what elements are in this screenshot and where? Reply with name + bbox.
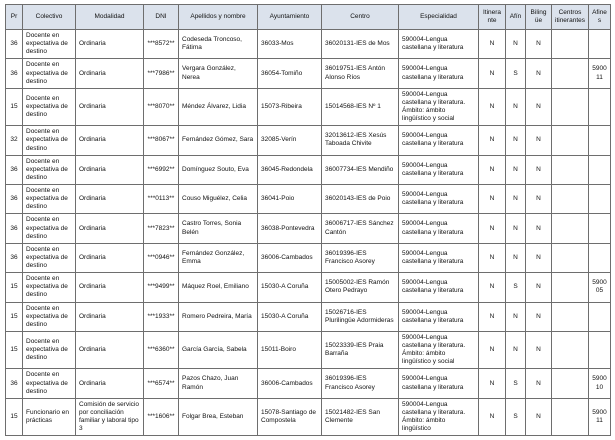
column-header-ayuntamiento: Ayuntamiento [258, 5, 322, 30]
cell-ayuntamiento: 36045-Redondela [258, 155, 322, 184]
cell-centros_itinerantes [552, 398, 589, 436]
cell-centros_itinerantes [552, 214, 589, 243]
cell-nombre: Domínguez Souto, Eva [179, 155, 258, 184]
cell-colectivo: Docente en expectativa de destino [23, 331, 76, 369]
cell-ayuntamiento: 36054-Tomiño [258, 59, 322, 88]
cell-afines: 590011 [589, 398, 611, 436]
cell-centro: 15026716-IES Plurilingüe Adormideras [322, 302, 399, 331]
table-row [6, 243, 611, 272]
column-header-pr: Pr [6, 5, 23, 30]
cell-centro: 36007734-IES Mendiño [322, 155, 399, 184]
table-row [6, 369, 611, 398]
cell-bilingue: N [526, 185, 552, 214]
cell-itinerante: N [479, 126, 506, 155]
table-row [6, 126, 611, 155]
cell-especialidad: 590004-Lengua castellana y literatura. Ámbito: ámbito lingüístico y social [399, 88, 479, 126]
cell-pr: 15 [6, 273, 23, 302]
cell-modalidad: Ordinaria [76, 30, 144, 59]
cell-ayuntamiento: 15073-Ribeira [258, 88, 322, 126]
column-header-modalidad: Modalidad [76, 5, 144, 30]
cell-modalidad: Ordinaria [76, 214, 144, 243]
cell-colectivo: Docente en expectativa de destino [23, 155, 76, 184]
cell-dni: ***1933** [144, 302, 179, 331]
cell-itinerante: N [479, 398, 506, 436]
cell-nombre: Fernández Gómez, Sara [179, 126, 258, 155]
cell-afines [589, 243, 611, 272]
cell-dni: ***8067** [144, 126, 179, 155]
cell-pr: 15 [6, 302, 23, 331]
cell-itinerante: N [479, 273, 506, 302]
cell-centros_itinerantes [552, 126, 589, 155]
cell-ayuntamiento: 36006-Cambados [258, 243, 322, 272]
cell-afin: N [506, 155, 526, 184]
cell-nombre: Vergara González, Nerea [179, 59, 258, 88]
cell-modalidad: Ordinaria [76, 59, 144, 88]
cell-nombre: Fernández González, Emma [179, 243, 258, 272]
cell-dni: ***6360** [144, 331, 179, 369]
cell-nombre: Pazos Chazo, Juan Ramón [179, 369, 258, 398]
column-header-nombre: Apellidos y nombre [179, 5, 258, 30]
cell-afin: S [506, 398, 526, 436]
cell-itinerante: N [479, 88, 506, 126]
column-header-afin: Afín [506, 5, 526, 30]
cell-colectivo: Docente en expectativa de destino [23, 273, 76, 302]
cell-centro: 36019751-IES Antón Alonso Ríos [322, 59, 399, 88]
column-header-bilingue: Bilingüe [526, 5, 552, 30]
cell-colectivo: Docente en expectativa de destino [23, 59, 76, 88]
cell-especialidad: 590004-Lengua castellana y literatura. Ámbito: ámbito lingüístico [399, 398, 479, 436]
cell-dni: ***0113** [144, 185, 179, 214]
cell-centros_itinerantes [552, 88, 589, 126]
cell-afines [589, 302, 611, 331]
cell-centros_itinerantes [552, 331, 589, 369]
cell-afin: N [506, 185, 526, 214]
cell-bilingue: N [526, 30, 552, 59]
cell-especialidad: 590004-Lengua castellana y literatura. Ámbito: ámbito lingüístico y social [399, 331, 479, 369]
cell-especialidad: 590004-Lengua castellana y literatura [399, 185, 479, 214]
cell-nombre: Méndez Álvarez, Lidia [179, 88, 258, 126]
table-header-row [6, 5, 611, 30]
cell-afin: N [506, 243, 526, 272]
cell-centro: 32013612-IES Xesús Taboada Chivite [322, 126, 399, 155]
cell-centro: 36006717-IES Sánchez Cantón [322, 214, 399, 243]
table-row [6, 185, 611, 214]
cell-dni: ***1606** [144, 398, 179, 436]
cell-colectivo: Docente en expectativa de destino [23, 185, 76, 214]
cell-ayuntamiento: 15078-Santiago de Compostela [258, 398, 322, 436]
cell-bilingue: N [526, 331, 552, 369]
cell-especialidad: 590004-Lengua castellana y literatura [399, 273, 479, 302]
cell-ayuntamiento: 36041-Poio [258, 185, 322, 214]
cell-centros_itinerantes [552, 369, 589, 398]
cell-pr: 36 [6, 185, 23, 214]
column-header-itinerante: Itinerante [479, 5, 506, 30]
cell-pr: 36 [6, 155, 23, 184]
cell-itinerante: N [479, 214, 506, 243]
cell-bilingue: N [526, 126, 552, 155]
cell-itinerante: N [479, 30, 506, 59]
cell-centro: 36020143-IES de Poio [322, 185, 399, 214]
cell-dni: ***9499** [144, 273, 179, 302]
cell-especialidad: 590004-Lengua castellana y literatura [399, 302, 479, 331]
column-header-especialidad: Especialidad [399, 5, 479, 30]
cell-modalidad: Comisión de servicio por conciliación familiar y laboral tipo 3 [76, 398, 144, 436]
cell-centro: 36019396-IES Francisco Asorey [322, 243, 399, 272]
cell-ayuntamiento: 15030-A Coruña [258, 273, 322, 302]
cell-afin: S [506, 369, 526, 398]
cell-afin: N [506, 88, 526, 126]
table-row [6, 155, 611, 184]
cell-modalidad: Ordinaria [76, 185, 144, 214]
cell-centro: 36019396-IES Francisco Asorey [322, 369, 399, 398]
cell-ayuntamiento: 32085-Verín [258, 126, 322, 155]
cell-itinerante: N [479, 59, 506, 88]
cell-itinerante: N [479, 369, 506, 398]
cell-dni: ***6574** [144, 369, 179, 398]
cell-centro: 15023339-IES Praia Barraña [322, 331, 399, 369]
cell-pr: 15 [6, 398, 23, 436]
cell-bilingue: N [526, 302, 552, 331]
cell-modalidad: Ordinaria [76, 331, 144, 369]
cell-modalidad: Ordinaria [76, 155, 144, 184]
cell-centros_itinerantes [552, 273, 589, 302]
cell-especialidad: 590004-Lengua castellana y literatura [399, 126, 479, 155]
cell-especialidad: 590004-Lengua castellana y literatura [399, 243, 479, 272]
cell-especialidad: 590004-Lengua castellana y literatura [399, 369, 479, 398]
cell-modalidad: Ordinaria [76, 273, 144, 302]
cell-afines [589, 126, 611, 155]
cell-bilingue: N [526, 398, 552, 436]
table-row [6, 214, 611, 243]
cell-pr: 15 [6, 331, 23, 369]
column-header-afines: Afines [589, 5, 611, 30]
cell-colectivo: Docente en expectativa de destino [23, 243, 76, 272]
cell-afines [589, 331, 611, 369]
cell-modalidad: Ordinaria [76, 243, 144, 272]
cell-dni: ***8572** [144, 30, 179, 59]
cell-colectivo: Docente en expectativa de destino [23, 214, 76, 243]
cell-afin: N [506, 126, 526, 155]
cell-especialidad: 590004-Lengua castellana y literatura [399, 214, 479, 243]
cell-pr: 36 [6, 30, 23, 59]
cell-afines [589, 185, 611, 214]
cell-modalidad: Ordinaria [76, 369, 144, 398]
cell-pr: 32 [6, 126, 23, 155]
table-row [6, 331, 611, 369]
cell-nombre: Couso Miguélez, Celia [179, 185, 258, 214]
cell-nombre: Codeseda Troncoso, Fátima [179, 30, 258, 59]
cell-itinerante: N [479, 155, 506, 184]
column-header-centro: Centro [322, 5, 399, 30]
cell-modalidad: Ordinaria [76, 302, 144, 331]
cell-afines [589, 88, 611, 126]
table-body [6, 30, 611, 436]
cell-centros_itinerantes [552, 302, 589, 331]
cell-bilingue: N [526, 369, 552, 398]
cell-ayuntamiento: 36038-Pontevedra [258, 214, 322, 243]
cell-bilingue: N [526, 155, 552, 184]
cell-ayuntamiento: 36006-Cambados [258, 369, 322, 398]
column-header-dni: DNI [144, 5, 179, 30]
cell-colectivo: Docente en expectativa de destino [23, 369, 76, 398]
cell-colectivo: Docente en expectativa de destino [23, 30, 76, 59]
cell-nombre: Castro Torres, Sonia Belén [179, 214, 258, 243]
cell-ayuntamiento: 36033-Mos [258, 30, 322, 59]
cell-centros_itinerantes [552, 185, 589, 214]
cell-bilingue: N [526, 88, 552, 126]
cell-afin: N [506, 302, 526, 331]
cell-pr: 15 [6, 88, 23, 126]
cell-centro: 15005002-IES Ramón Otero Pedrayo [322, 273, 399, 302]
cell-afines [589, 155, 611, 184]
column-header-colectivo: Colectivo [23, 5, 76, 30]
cell-pr: 36 [6, 59, 23, 88]
cell-colectivo: Docente en expectativa de destino [23, 88, 76, 126]
cell-afin: N [506, 331, 526, 369]
cell-itinerante: N [479, 243, 506, 272]
cell-afines: 590010 [589, 369, 611, 398]
cell-bilingue: N [526, 214, 552, 243]
cell-colectivo: Docente en expectativa de destino [23, 302, 76, 331]
cell-especialidad: 590004-Lengua castellana y literatura [399, 59, 479, 88]
cell-bilingue: N [526, 243, 552, 272]
cell-especialidad: 590004-Lengua castellana y literatura [399, 155, 479, 184]
cell-especialidad: 590004-Lengua castellana y literatura [399, 30, 479, 59]
cell-nombre: García García, Sabela [179, 331, 258, 369]
cell-afines: 590011 [589, 59, 611, 88]
table-row [6, 398, 611, 436]
cell-colectivo: Funcionario en prácticas [23, 398, 76, 436]
cell-colectivo: Docente en expectativa de destino [23, 126, 76, 155]
cell-nombre: Folgar Brea, Esteban [179, 398, 258, 436]
table-row [6, 273, 611, 302]
assignments-table [5, 4, 611, 436]
cell-dni: ***8070** [144, 88, 179, 126]
cell-dni: ***7823** [144, 214, 179, 243]
cell-bilingue: N [526, 273, 552, 302]
cell-nombre: Máquez Roel, Emiliano [179, 273, 258, 302]
cell-ayuntamiento: 15030-A Coruña [258, 302, 322, 331]
table-row [6, 88, 611, 126]
table-row [6, 302, 611, 331]
cell-centros_itinerantes [552, 243, 589, 272]
cell-centro: 15021482-IES San Clemente [322, 398, 399, 436]
cell-afines [589, 214, 611, 243]
cell-centros_itinerantes [552, 59, 589, 88]
cell-ayuntamiento: 15011-Boiro [258, 331, 322, 369]
cell-afines [589, 30, 611, 59]
cell-itinerante: N [479, 302, 506, 331]
cell-itinerante: N [479, 185, 506, 214]
cell-bilingue: N [526, 59, 552, 88]
cell-pr: 36 [6, 243, 23, 272]
cell-itinerante: N [479, 331, 506, 369]
cell-afines: 590005 [589, 273, 611, 302]
cell-centros_itinerantes [552, 30, 589, 59]
column-header-centros_itinerantes: Centros itinerantes [552, 5, 589, 30]
cell-dni: ***6992** [144, 155, 179, 184]
cell-nombre: Romero Pedreira, María [179, 302, 258, 331]
cell-modalidad: Ordinaria [76, 126, 144, 155]
cell-afin: S [506, 59, 526, 88]
table-row [6, 30, 611, 59]
cell-pr: 36 [6, 369, 23, 398]
cell-dni: ***7986** [144, 59, 179, 88]
cell-afin: N [506, 214, 526, 243]
cell-pr: 36 [6, 214, 23, 243]
cell-modalidad: Ordinaria [76, 88, 144, 126]
cell-centro: 36020131-IES de Mos [322, 30, 399, 59]
table-row [6, 59, 611, 88]
cell-centros_itinerantes [552, 155, 589, 184]
cell-dni: ***0946** [144, 243, 179, 272]
cell-centro: 15014568-IES Nº 1 [322, 88, 399, 126]
cell-afin: N [506, 30, 526, 59]
cell-afin: S [506, 273, 526, 302]
